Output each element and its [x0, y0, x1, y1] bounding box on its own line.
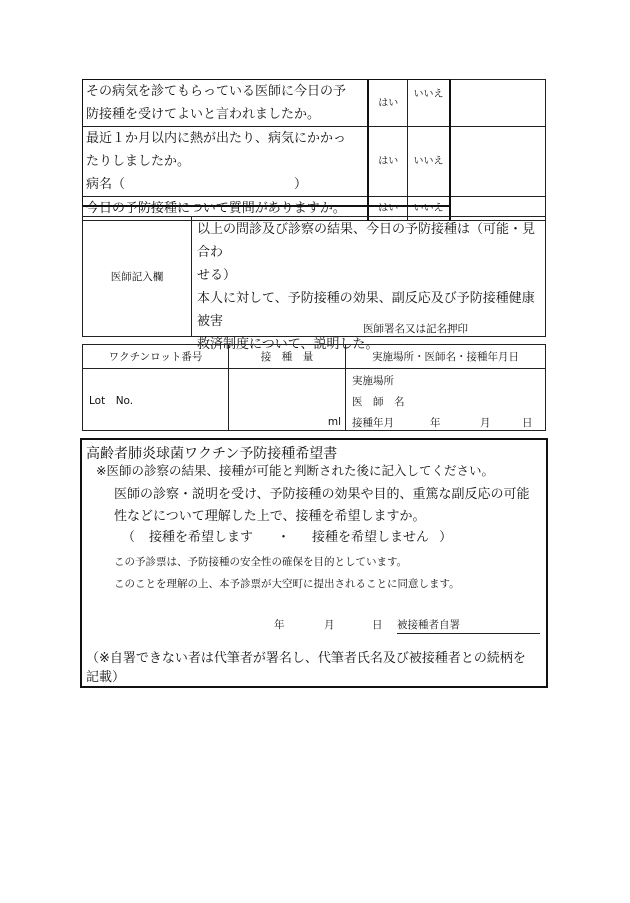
dose-cell[interactable] — [229, 369, 346, 431]
question-2-line-2: たりしましたか。 — [86, 154, 191, 169]
doctor-section-line-4: 救済制度について、説明した。 — [197, 337, 379, 352]
doctor-section-line-1: 以上の問診及び診察の結果、今日の予防接種は（可能・見合わ — [197, 222, 536, 260]
no-option[interactable]: いいえ — [408, 80, 450, 127]
question-2-line-1: 最近１か月以内に熱が出たり、病気にかかっ — [86, 131, 347, 146]
question-row-2 — [83, 127, 546, 197]
date-day: 日 — [522, 417, 533, 429]
yes-option[interactable]: はい — [368, 80, 408, 127]
question-2 — [83, 127, 369, 197]
lot-table — [82, 344, 546, 431]
consent-section — [80, 438, 548, 688]
dose-unit: ml — [327, 416, 341, 428]
questionnaire-table — [82, 79, 546, 221]
answer-column-empty — [450, 80, 546, 127]
answer-column-empty — [450, 127, 546, 197]
choice-separator: ・ — [277, 530, 291, 545]
consent-paragraph-line-1: 医師の診察・説明を受け、予防接種の効果や目的、重篤な副反応の可能 — [114, 487, 530, 502]
doctor-name-label: 医 師 名 — [352, 396, 405, 408]
choice-wish-to-vaccinate[interactable]: 接種を希望します — [149, 530, 254, 545]
consent-statement-2: このことを理解の上、本予診票が大空町に提出されることに同意します。 — [114, 578, 460, 590]
question-1-line-2: 防接種を受けてよいと言われましたか。 — [86, 107, 321, 122]
consent-note: ※医師の診察の結果、接種が可能と判断された後に記入してください。 — [96, 463, 494, 478]
yes-option[interactable]: はい — [368, 127, 408, 197]
lot-number-header: ワクチンロット番号 — [83, 345, 229, 369]
choice-decline-vaccination[interactable]: 接種を希望しません — [312, 530, 430, 545]
doctor-section-label: 医師記入欄 — [83, 217, 192, 336]
consent-title: 高齢者肺炎球菌ワクチン予防接種希望書 — [86, 446, 338, 462]
yes-option[interactable]: はい — [368, 197, 408, 221]
date-year: 年 — [430, 417, 441, 429]
choice-close-paren: ） — [439, 530, 453, 545]
no-option[interactable]: いいえ — [408, 197, 450, 221]
doctor-section — [82, 216, 546, 352]
question-2-line-3: 病名（ ） — [86, 177, 308, 192]
choice-open-paren: （ — [122, 530, 136, 545]
doctor-signature-label: 医師署名又は記名押印 — [363, 323, 468, 335]
consent-paragraph-line-2: 性などについて理解した上で、接種を希望しますか。 — [114, 509, 426, 524]
lot-table-header-row — [83, 345, 546, 369]
signature-field[interactable] — [397, 617, 540, 634]
doctor-section-line-3: 本人に対して、予防接種の効果、副反応及び予防接種健康被害 — [197, 291, 535, 329]
site-doctor-date-cell[interactable] — [346, 369, 546, 431]
consent-footer-line-1: （※自署できない者は代筆者が署名し、代筆者氏名及び被接種者との続柄を — [86, 651, 526, 666]
signature-label: 被接種者自署 — [397, 619, 460, 631]
sign-date-year: 年 — [274, 619, 285, 631]
question-1 — [83, 80, 369, 127]
consent-choice-row — [122, 526, 452, 545]
no-option[interactable]: いいえ — [408, 127, 450, 197]
site-doctor-date-header: 実施場所・医師名・接種年月日 — [346, 345, 546, 369]
lot-table-body-row — [83, 369, 546, 431]
question-1-line-1: その病気を診てもらっている医師に今日の予 — [86, 84, 347, 99]
consent-footer-line-2: 記載） — [86, 670, 126, 685]
consent-statement-1: この予診票は、予防接種の安全性の確保を目的としています。 — [114, 556, 408, 568]
site-label: 実施場所 — [352, 375, 394, 387]
date-month: 月 — [480, 417, 491, 429]
question-3: 今日の予防接種について質問がありますか。 — [83, 197, 369, 221]
doctor-section-line-2: せる） — [197, 268, 237, 283]
lot-number-label: Lot No. — [89, 395, 134, 407]
sign-date-month: 月 — [324, 619, 335, 631]
sign-date-day: 日 — [372, 619, 383, 631]
date-label: 接種年月 — [352, 417, 394, 429]
question-row-1 — [83, 80, 546, 127]
dose-header: 接 種 量 — [229, 345, 346, 369]
lot-number-cell[interactable] — [83, 369, 229, 431]
